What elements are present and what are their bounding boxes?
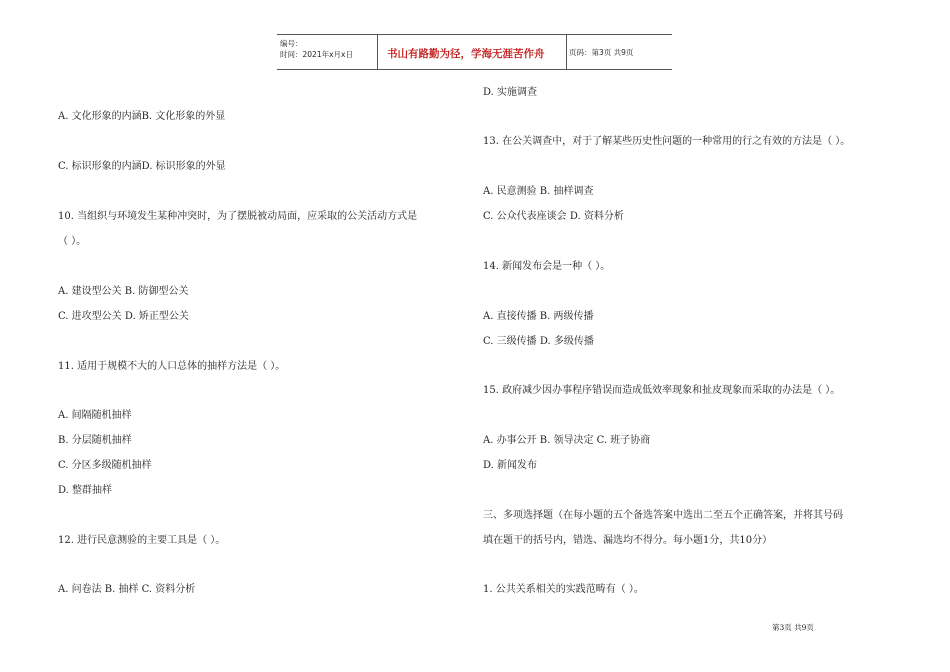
header-info-cell	[277, 35, 378, 69]
number-label: 编号：	[280, 39, 303, 48]
time-label: 时间：2021年x月x日	[280, 50, 353, 59]
option-line: C. 三级传播 D. 多级传播	[483, 336, 594, 347]
option-line: A. 建设型公关 B. 防御型公关	[58, 286, 189, 297]
option-line: A. 问卷法 B. 抽样 C. 资料分析	[58, 584, 196, 595]
header-motto-cell	[378, 35, 567, 69]
option-line: C. 标识形象的内涵D. 标识形象的外显	[58, 161, 226, 172]
question-13: 13. 在公关调查中，对于了解某些历史性问题的一种常用的行之有效的方法是（ ）。	[483, 136, 851, 147]
motto: 书山有路勤为径，学海无涯苦作舟	[387, 48, 545, 60]
option-line: D. 新闻发布	[483, 460, 538, 471]
option-line: B. 分层随机抽样	[58, 435, 132, 446]
question-10-bracket: （ ）。	[58, 236, 87, 247]
question-10: 10. 当组织与环境发生某种冲突时，为了摆脱被动局面，应采取的公关活动方式是	[58, 211, 418, 222]
question-11: 11. 适用于规模不大的人口总体的抽样方法是（ ）。	[58, 361, 286, 372]
header-page-cell	[567, 35, 672, 69]
option-line: A. 直接传播 B. 两级传播	[483, 311, 594, 322]
page-label: 页码：第3页 共9页	[569, 48, 634, 57]
option-line: C. 分区多级随机抽样	[58, 460, 152, 471]
question-12: 12. 进行民意测验的主要工具是（ ）。	[58, 535, 226, 546]
option-line: C. 公众代表座谈会 D. 资料分析	[483, 211, 624, 222]
option-line: A. 间隔随机抽样	[58, 410, 132, 421]
section-heading: 三、多项选择题（在每小题的五个备选答案中选出二至五个正确答案，并将其号码	[483, 510, 843, 521]
page-header	[277, 34, 672, 70]
question-14: 14. 新闻发布会是一种（ ）。	[483, 261, 611, 272]
option-line: A. 办事公开 B. 领导决定 C. 班子协商	[483, 435, 651, 446]
section-instructions: 填在题干的括号内，错选、漏选均不得分。每小题1分，共10分）	[483, 535, 773, 546]
option-line: D. 实施调查	[483, 87, 538, 98]
option-line: D. 整群抽样	[58, 485, 113, 496]
question-15: 15. 政府减少因办事程序错误而造成低效率现象和扯皮现象而采取的办法是（ ）。	[483, 385, 841, 396]
page-footer: 第3页 共9页	[772, 623, 814, 632]
option-line: C. 进攻型公关 D. 矫正型公关	[58, 311, 189, 322]
option-line: A. 民意测验 B. 抽样调查	[483, 186, 594, 197]
question-1: 1. 公共关系相关的实践范畴有（ ）。	[483, 584, 644, 595]
option-line: A. 文化形象的内涵B. 文化形象的外显	[58, 111, 226, 122]
